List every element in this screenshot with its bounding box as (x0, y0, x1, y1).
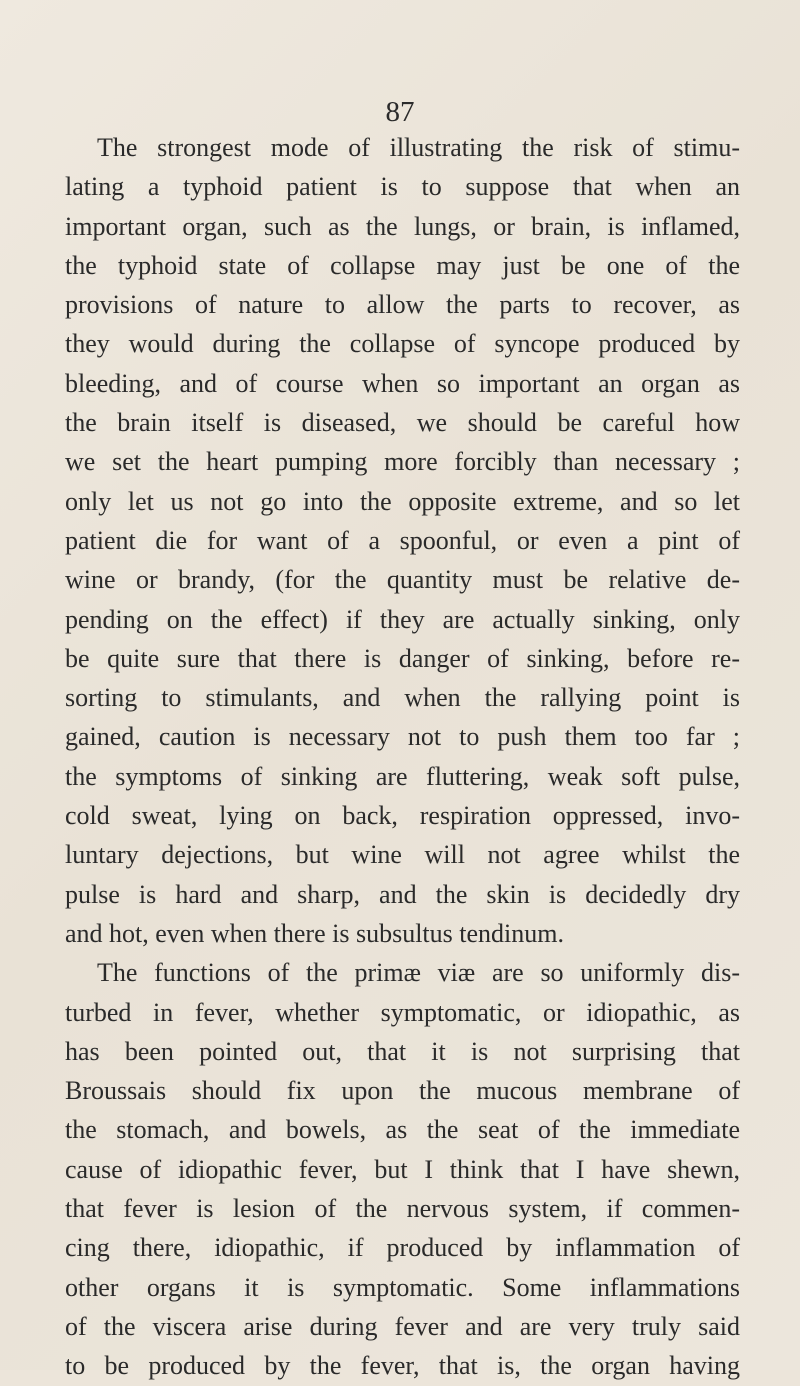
text-line: patient die for want of a spoonful, or even a pint of (65, 525, 740, 555)
text-line: they would during the collapse of syncope produced by (65, 329, 740, 359)
text-line: pulse is hard and sharp, and the skin is decidedly dry (65, 879, 740, 909)
text-line: luntary dejections, but wine will not agree whilst the (65, 840, 740, 870)
text-line: the typhoid state of collapse may just be one of the (65, 250, 740, 280)
text-line: lating a typhoid patient is to suppose that when an (65, 172, 740, 202)
text-line: the symptoms of sinking are fluttering, weak soft pulse, (65, 761, 740, 791)
text-line: we set the heart pumping more forcibly than necessary ; (65, 447, 740, 477)
page-number: 87 (385, 96, 415, 128)
text-line: cold sweat, lying on back, respiration oppressed, invo- (65, 801, 740, 831)
text-line: the brain itself is diseased, we should be careful how (65, 408, 740, 438)
text-line: the stomach, and bowels, as the seat of the immediate (65, 1115, 740, 1145)
text-line: of the viscera arise during fever and are very truly said (65, 1311, 740, 1341)
text-line: be quite sure that there is danger of sinking, before re- (65, 643, 740, 673)
text-line: that fever is lesion of the nervous system, if commen- (65, 1194, 740, 1224)
text-line: sorting to stimulants, and when the rallying point is (65, 683, 740, 713)
text-line: The functions of the primæ viæ are so uniformly dis- (97, 958, 740, 988)
text-line: has been pointed out, that it is not surprising that (65, 1036, 740, 1066)
text-line: and hot, even when there is subsultus tendinum. (65, 918, 564, 948)
text-line: cause of idiopathic fever, but I think that I have shewn, (65, 1154, 740, 1184)
body-text (65, 128, 740, 1386)
text-line: important organ, such as the lungs, or brain, is inflamed, (65, 211, 740, 241)
text-line: turbed in fever, whether symptomatic, or idiopathic, as (65, 997, 740, 1027)
text-line: only let us not go into the opposite extreme, and so let (65, 486, 740, 516)
text-line: wine or brandy, (for the quantity must be relative de- (65, 565, 740, 595)
text-line: cing there, idiopathic, if produced by inflammation of (65, 1233, 740, 1263)
text-line: Broussais should fix upon the mucous membrane of (65, 1076, 740, 1106)
text-line: gained, caution is necessary not to push them too far ; (65, 722, 740, 752)
text-line: pending on the effect) if they are actually sinking, only (65, 604, 740, 634)
text-line: to be produced by the fever, that is, the organ having (65, 1351, 740, 1381)
text-line: provisions of nature to allow the parts to recover, as (65, 290, 740, 320)
text-line: bleeding, and of course when so important an organ as (65, 368, 740, 398)
text-line: other organs it is symptomatic. Some inflammations (65, 1272, 740, 1302)
text-line: The strongest mode of illustrating the risk of stimu- (97, 133, 740, 162)
